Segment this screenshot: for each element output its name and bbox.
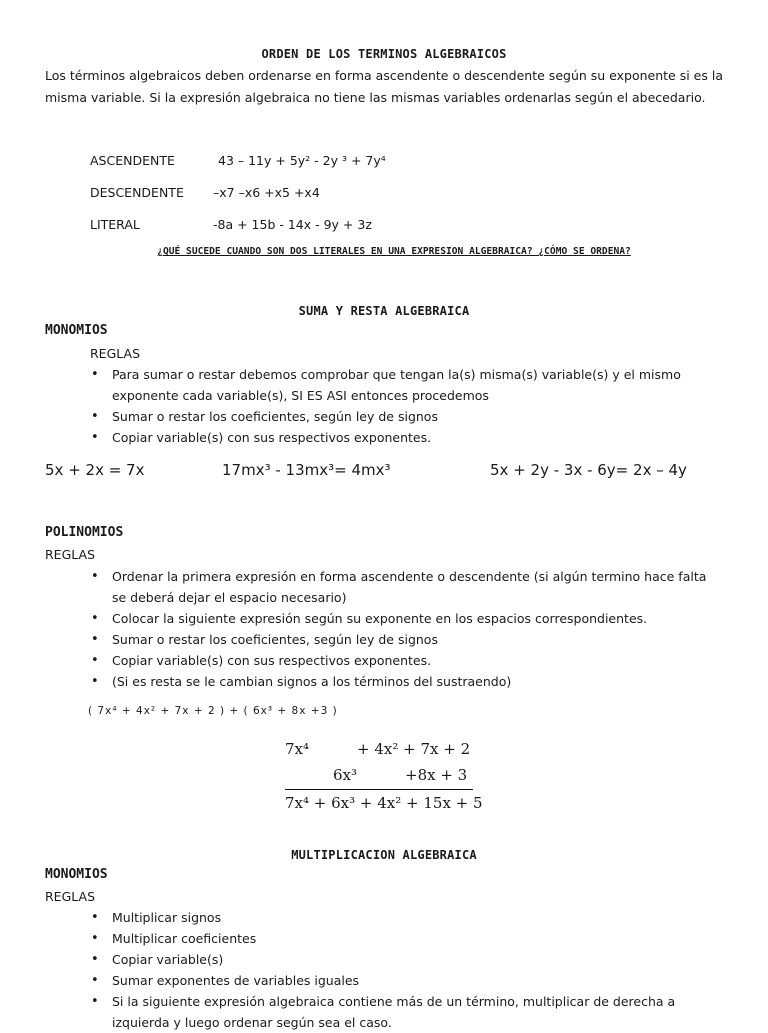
row-expr-descendente: –x7 –x6 +x5 +x4 [213, 185, 320, 200]
monomios-heading-mult: MONOMIOS [45, 867, 108, 882]
list-item: • Sumar exponentes de variables iguales [88, 970, 718, 991]
addition-result: 7x⁴ + 6x³ + 4x² + 15x + 5 [285, 794, 483, 812]
row-label-literal: LITERAL [90, 217, 140, 232]
addition-line1-b: + 4x² + 7x + 2 [357, 740, 471, 758]
list-item: • Copiar variable(s) [88, 949, 718, 970]
list-item: • Para sumar o restar debemos comprobar que tengan la(s) misma(s) variable(s) y el mismo exponente cada variable(s), SI ES ASI entonces procedemos [88, 364, 718, 406]
addition-line2-b: +8x + 3 [405, 766, 468, 784]
section-title-suma-resta: SUMA Y RESTA ALGEBRAICA [298, 304, 470, 318]
list-item: • Sumar o restar los coeficientes, según ley de signos [88, 629, 720, 650]
example-2: 17mx³ - 13mx³= 4mx³ [222, 461, 391, 479]
reglas-label: REGLAS [90, 346, 141, 361]
monomios-rules-list [88, 364, 718, 448]
polynomial-example: ( 7x⁴ + 4x² + 7x + 2 ) + ( 6x³ + 8x +3 ) [88, 705, 338, 717]
monomios-heading: MONOMIOS [45, 323, 108, 338]
reglas-label-mult: REGLAS [45, 889, 96, 904]
section-title-orden: ORDEN DE LOS TERMINOS ALGEBRAICOS [261, 47, 507, 61]
intro-paragraph: Los términos algebraicos deben ordenarse en forma ascendente o descendente según su exponente si es la misma variable. Si la expresión algebraica no tiene las mismas variables ordenarlas según el abecedario. [45, 68, 723, 105]
reglas-label-polinomios: REGLAS [45, 547, 96, 562]
row-expr-literal: -8a + 15b - 14x - 9y + 3z [213, 217, 372, 232]
polinomios-rules-list [88, 566, 720, 692]
polinomios-heading: POLINOMIOS [45, 525, 124, 540]
list-item: • Colocar la siguiente expresión según su exponente en los espacios correspondientes. [88, 608, 720, 629]
list-item: • Copiar variable(s) con sus respectivos exponentes. [88, 427, 718, 448]
addition-rule-line [285, 789, 473, 790]
list-item: • Multiplicar signos [88, 907, 718, 928]
row-expr-ascendente: 43 – 11y + 5y² - 2y ³ + 7y⁴ [218, 153, 386, 168]
list-item: • Si la siguiente expresión algebraica contiene más de un término, multiplicar de derecha a izquierda y luego ordenar según sea el caso. [88, 991, 718, 1033]
example-1: 5x + 2x = 7x [45, 461, 145, 479]
question-two-literals: ¿QUÉ SUCEDE CUANDO SON DOS LITERALES EN UNA EXPRESION ALGEBRAICA? ¿CÓMO SE ORDENA? [157, 246, 631, 257]
addition-line2-a: 6x³ [333, 766, 358, 784]
row-label-ascendente: ASCENDENTE [90, 153, 175, 168]
list-item: • Multiplicar coeficientes [88, 928, 718, 949]
example-3: 5x + 2y - 3x - 6y= 2x – 4y [490, 461, 687, 479]
list-item: • Sumar o restar los coeficientes, según ley de signos [88, 406, 718, 427]
mult-rules-list [88, 907, 718, 1033]
row-label-descendente: DESCENDENTE [90, 185, 184, 200]
section-title-multiplicacion: MULTIPLICACION ALGEBRAICA [291, 848, 477, 862]
list-item: • Copiar variable(s) con sus respectivos exponentes. [88, 650, 720, 671]
list-item: • (Si es resta se le cambian signos a los términos del sustraendo) [88, 671, 720, 692]
addition-line1-a: 7x⁴ [285, 740, 310, 758]
list-item: • Ordenar la primera expresión en forma ascendente o descendente (si algún termino hace falta se deberá dejar el espacio necesario) [88, 566, 720, 608]
